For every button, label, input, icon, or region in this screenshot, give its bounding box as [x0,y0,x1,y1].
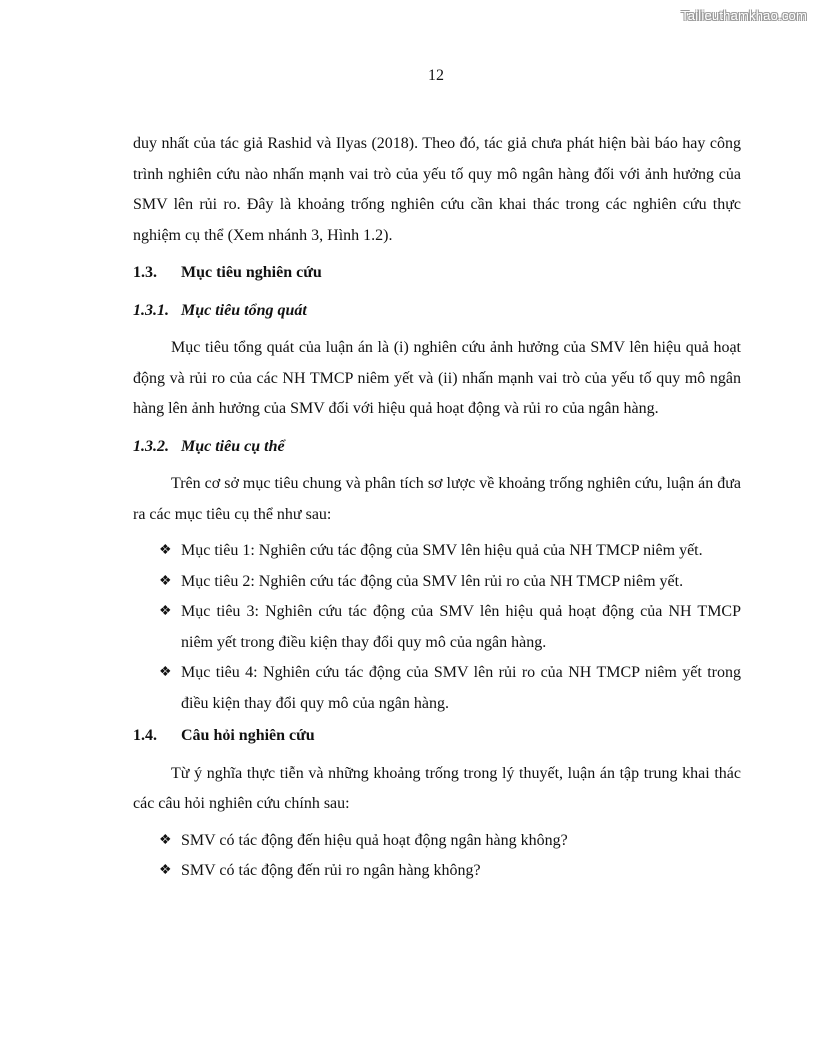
diamond-bullet-icon: ❖ [159,665,172,680]
section-title: Câu hỏi nghiên cứu [181,727,315,744]
diamond-bullet-icon: ❖ [159,604,172,619]
section-heading-1-3 [133,258,741,289]
diamond-bullet-icon: ❖ [159,863,172,878]
list-item [133,658,741,719]
list-item [133,856,741,887]
objective-text: Mục tiêu 3: Nghiên cứu tác động của SMV lên hiệu quả hoạt động của NH TMCP niêm yết trong điều kiện thay đổi quy mô của ngân hàng. [181,603,741,651]
question-text: SMV có tác động đến rủi ro ngân hàng không? [181,862,481,879]
subsection-title: Mục tiêu tổng quát [181,301,307,319]
diamond-bullet-icon: ❖ [159,543,172,558]
subsection-number: 1.3.1. [133,301,169,319]
section-number: 1.4. [133,727,157,744]
diamond-bullet-icon: ❖ [159,573,172,589]
section-number: 1.3. [133,264,157,281]
list-item [133,826,741,857]
objective-text: Mục tiêu 2: Nghiên cứu tác động của SMV lên rủi ro của NH TMCP niêm yết. [181,572,684,590]
research-questions-paragraph: Từ ý nghĩa thực tiễn và những khoảng trống trong lý thuyết, luận án tập trung khai thác các câu hỏi nghiên cứu chính sau: [133,764,741,812]
list-item [133,597,741,658]
list-item [133,567,741,598]
document-body [133,129,741,887]
subsection-heading-1-3-2 [133,432,741,463]
intro-paragraph: duy nhất của tác giả Rashid và Ilyas (2018). Theo đó, tác giả chưa phát hiện bài báo hay công trình nghiên cứu nào nhấn mạnh vai trò của yếu tố quy mô ngân hàng đối với ảnh hưởng của SMV lên rủi ro. Đây là khoảng trống nghiên cứu cần khai thác trong các nghiên cứu thực nghiệm cụ thể (Xem nhánh 3, Hình 1.2). [133,135,741,244]
objective-text: Mục tiêu 4: Nghiên cứu tác động của SMV lên rủi ro của NH TMCP niêm yết trong điều kiện thay đổi quy mô của ngân hàng. [181,664,741,712]
general-objective-paragraph: Mục tiêu tổng quát của luận án là (i) nghiên cứu ảnh hưởng của SMV lên hiệu quả hoạt động và rủi ro của các NH TMCP niêm yết và (ii) nhấn mạnh vai trò của yếu tố quy mô ngân hàng lên ảnh hưởng của SMV đối với hiệu quả hoạt động và rủi ro của ngân hàng. [133,339,741,417]
subsection-heading-1-3-1 [133,296,741,327]
list-item [133,536,741,567]
page-number: 12 [428,67,444,84]
subsection-number: 1.3.2. [133,437,169,455]
subsection-title: Mục tiêu cụ thể [181,437,285,455]
questions-list [133,826,741,887]
section-title: Mục tiêu nghiên cứu [181,264,322,281]
question-text: SMV có tác động đến hiệu quả hoạt động ngân hàng không? [181,831,568,849]
objective-text: Mục tiêu 1: Nghiên cứu tác động của SMV lên hiệu quả của NH TMCP niêm yết. [181,542,703,559]
diamond-bullet-icon: ❖ [159,832,172,848]
watermark: Tailieuthamkhao.com [681,8,807,23]
objectives-list [133,536,741,719]
specific-objective-paragraph: Trên cơ sở mục tiêu chung và phân tích sơ lược về khoảng trống nghiên cứu, luận án đưa ra các mục tiêu cụ thể như sau: [133,475,741,523]
section-heading-1-4 [133,721,741,752]
